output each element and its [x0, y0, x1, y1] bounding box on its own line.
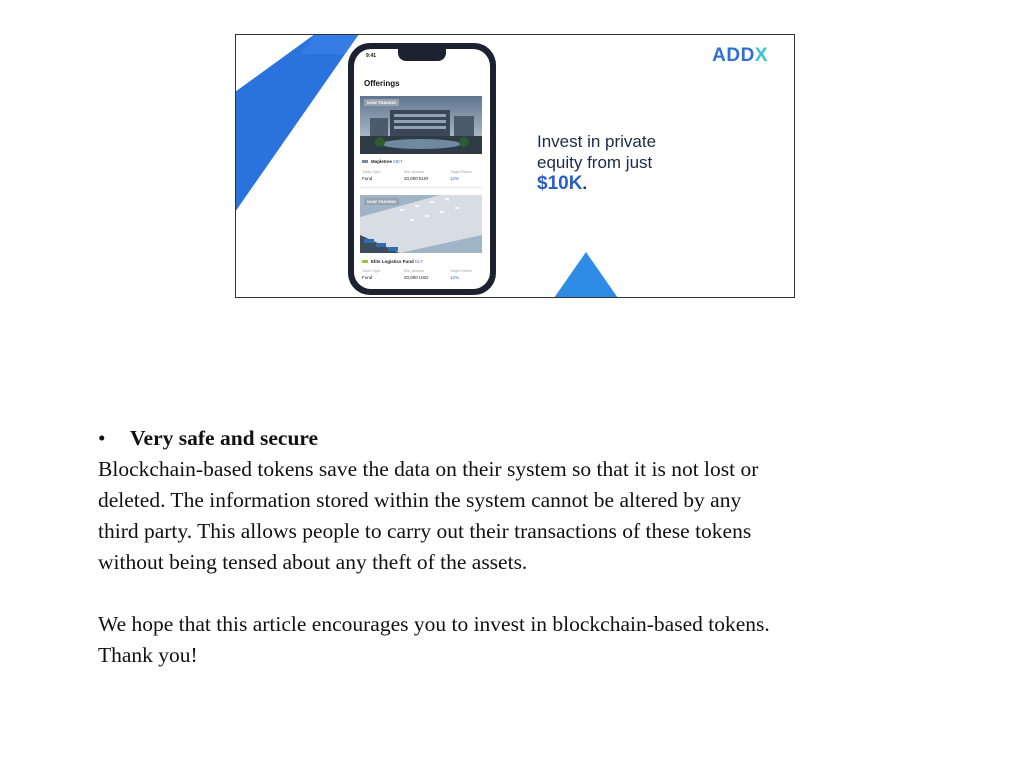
- tagline-line-2: equity from just: [537, 153, 653, 172]
- blue-diagonal-stripe: [235, 34, 365, 214]
- paragraph-line-1: Blockchain-based tokens save the data on their system so that it is not lost or: [98, 457, 759, 481]
- value-token-type: Fund: [362, 275, 373, 280]
- article-content: [98, 423, 928, 671]
- value-min-amount: 20,000 EUR: [404, 176, 429, 181]
- now-trading-badge: NOW TRADING: [364, 198, 399, 205]
- closing-line-2: Thank you!: [98, 643, 198, 667]
- value-target-return: 12%: [450, 176, 460, 181]
- paragraph-line-4: without being tensed about any theft of the assets.: [98, 550, 528, 574]
- bullet-heading: [98, 423, 928, 454]
- value-token-type: Fund: [362, 176, 373, 181]
- fund-name-mapletree: Mapletree MET: [362, 159, 403, 164]
- label-target-return: Target Return: [450, 269, 472, 273]
- blue-triangle-decoration: [554, 252, 618, 298]
- closing-line-1: We hope that this article encourages you to invest in blockchain-based tokens.: [98, 612, 770, 636]
- section-heading: Very safe and secure: [130, 426, 319, 450]
- phone-notch: [398, 49, 446, 61]
- offering-image-elite-logistics[interactable]: [360, 195, 482, 253]
- card-divider: [360, 187, 482, 188]
- ad-tagline: [537, 131, 737, 194]
- phone-screen: [354, 49, 490, 289]
- offerings-title: Offerings: [364, 79, 400, 88]
- elf-logo-icon: [362, 260, 368, 263]
- tagline-period: .: [582, 174, 588, 193]
- addx-ad-banner: [235, 34, 795, 298]
- tagline-line-1: Invest in private: [537, 132, 657, 151]
- fund-name-elite-logistics: Elite Logistics Fund ELF: [362, 259, 423, 264]
- value-target-return: 12%: [450, 275, 460, 280]
- now-trading-badge: NOW TRADING: [364, 99, 399, 106]
- label-token-type: Token Type: [362, 269, 381, 273]
- mapletree-logo-icon: [362, 160, 368, 163]
- label-target-return: Target Return: [450, 170, 472, 174]
- bullet-icon: •: [98, 426, 106, 450]
- label-min-amount: Min. Amount: [404, 170, 424, 174]
- tagline-price: $10K: [537, 173, 583, 194]
- offering-image-mapletree[interactable]: [360, 96, 482, 154]
- addx-logo: ADDX: [712, 45, 768, 66]
- paragraph-line-3: third party. This allows people to carry out their transactions of these tokens: [98, 519, 752, 543]
- paragraph-line-2: deleted. The information stored within the system cannot be altered by any: [98, 488, 742, 512]
- phone-mockup: [348, 43, 496, 295]
- label-min-amount: Min. Amount: [404, 269, 424, 273]
- paragraph-gap: [98, 578, 928, 609]
- status-time: 9:41: [366, 53, 377, 59]
- label-token-type: Token Type: [362, 170, 381, 174]
- value-min-amount: 20,000 USD: [404, 275, 429, 280]
